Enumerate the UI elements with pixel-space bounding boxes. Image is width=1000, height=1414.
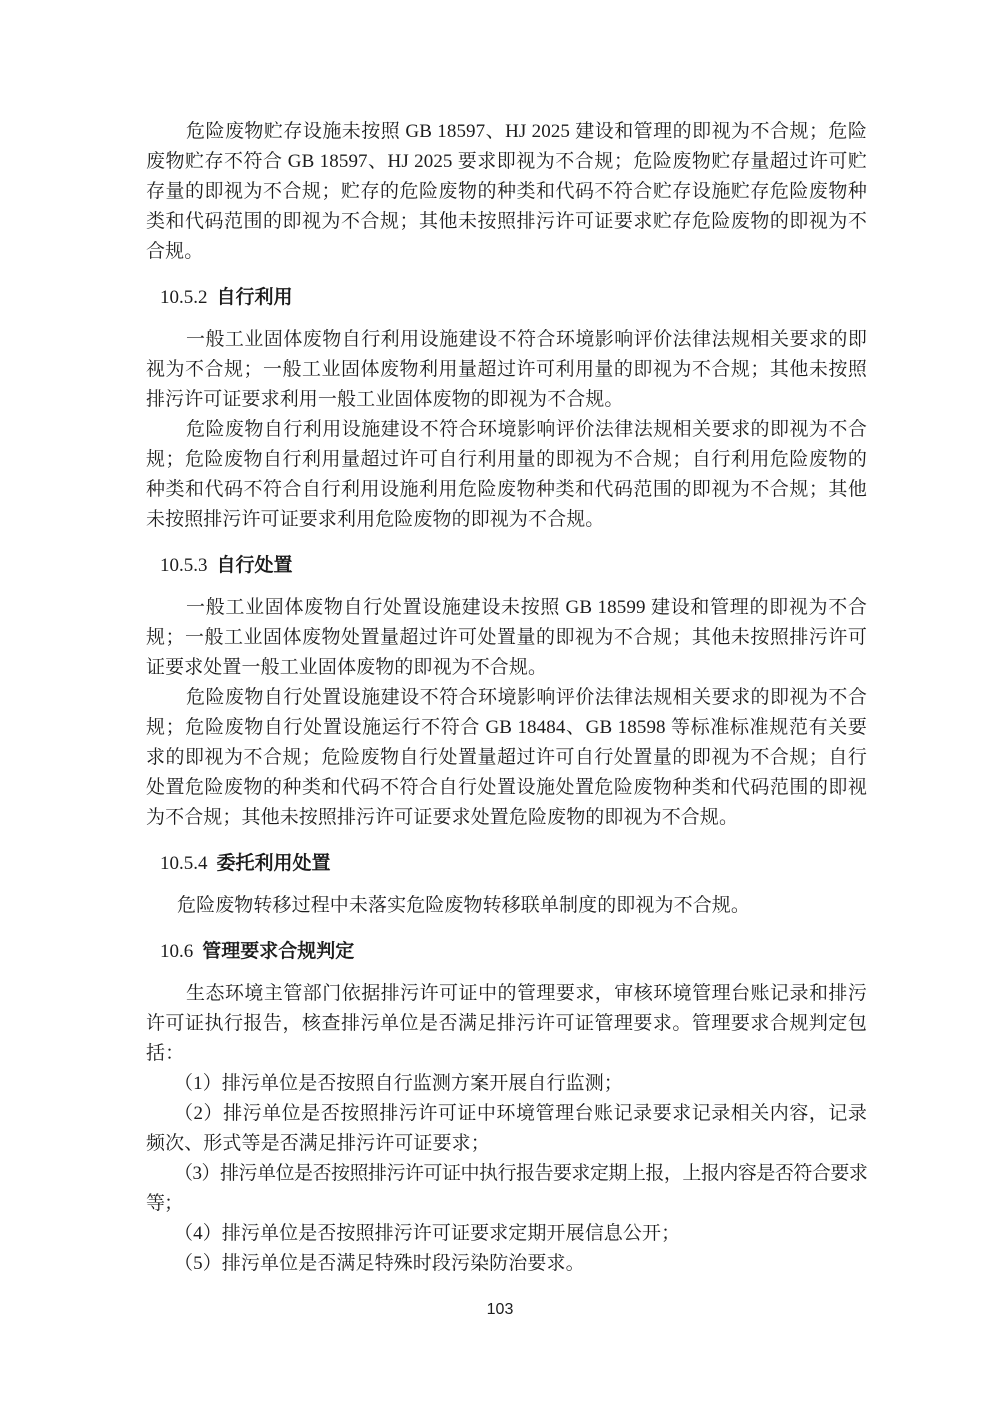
heading-number: 10.5.4 bbox=[160, 853, 208, 874]
section-heading-10-5-4 bbox=[146, 849, 867, 879]
heading-number: 10.5.3 bbox=[160, 555, 208, 576]
list-item-1: （1）排污单位是否按照自行监测方案开展自行监测； bbox=[174, 1073, 623, 1094]
list-item-2: （2）排污单位是否按照排污许可证中环境管理台账记录要求记录相关内容，记录频次、形式等是否满足排污许可证要求； bbox=[146, 1103, 867, 1154]
list-item-3: （3）排污单位是否按照排污许可证中执行报告要求定期上报，上报内容是否符合要求等； bbox=[146, 1163, 867, 1214]
heading-number: 10.6 bbox=[160, 941, 194, 962]
page-number: 103 bbox=[486, 1301, 514, 1318]
paragraph-general-solid-waste-disposal: 一般工业固体废物自行处置设施建设未按照 GB 18599 建设和管理的即视为不合规；一般工业固体废物处置量超过许可处置量的即视为不合规；其他未按照排污许可证要求处置一般工业固体废物的即视为不合规。 bbox=[146, 597, 867, 678]
heading-number: 10.5.2 bbox=[160, 287, 208, 308]
list-item-5: （5）排污单位是否满足特殊时段污染防治要求。 bbox=[174, 1253, 585, 1274]
list-item-4: （4）排污单位是否按照排污许可证要求定期开展信息公开； bbox=[174, 1223, 681, 1244]
paragraph-general-solid-waste-utilization: 一般工业固体废物自行利用设施建设不符合环境影响评价法律法规相关要求的即视为不合规；一般工业固体废物利用量超过许可利用量的即视为不合规；其他未按照排污许可证要求利用一般工业固体废物的即视为不合规。 bbox=[146, 329, 867, 410]
heading-title: 委托利用处置 bbox=[216, 853, 331, 874]
paragraph-waste-transfer-manifest: 危险废物转移过程中未落实危险废物转移联单制度的即视为不合规。 bbox=[177, 895, 751, 916]
heading-title: 管理要求合规判定 bbox=[202, 941, 355, 962]
section-heading-10-6 bbox=[146, 937, 867, 967]
paragraph-hazardous-waste-utilization: 危险废物自行利用设施建设不符合环境影响评价法律法规相关要求的即视为不合规；危险废物自行利用量超过许可自行利用量的即视为不合规；自行利用危险废物的种类和代码不符合自行利用设施利用危险废物种类和代码范围的即视为不合规；其他未按照排污许可证要求利用危险废物的即视为不合规。 bbox=[146, 419, 867, 530]
section-heading-10-5-3 bbox=[146, 551, 867, 581]
section-heading-10-5-2 bbox=[146, 283, 867, 313]
paragraph-management-requirement-intro: 生态环境主管部门依据排污许可证中的管理要求，审核环境管理台账记录和排污许可证执行报告，核查排污单位是否满足排污许可证管理要求。管理要求合规判定包括： bbox=[146, 983, 867, 1064]
paragraph-hazardous-waste-disposal: 危险废物自行处置设施建设不符合环境影响评价法律法规相关要求的即视为不合规；危险废物自行处置设施运行不符合 GB 18484、GB 18598 等标准标准规范有关要求的即视为不合规；危险废物自行处置量超过许可自行处置量的即视为不合规；自行处置危险废物的种类和代码不符合自行处置设施处置危险废物种类和代码范围的即视为不合规；其他未按照排污许可证要求处置危险废物的即视为不合规。 bbox=[146, 687, 867, 828]
heading-title: 自行处置 bbox=[216, 555, 293, 576]
paragraph-hazardous-waste-storage: 危险废物贮存设施未按照 GB 18597、HJ 2025 建设和管理的即视为不合规；危险废物贮存不符合 GB 18597、HJ 2025 要求即视为不合规；危险废物贮存量超过许可贮存量的即视为不合规；贮存的危险废物的种类和代码不符合贮存设施贮存危险废物种类和代码范围的即视为不合规；其他未按照排污许可证要求贮存危险废物的即视为不合规。 bbox=[146, 121, 867, 262]
heading-title: 自行利用 bbox=[216, 287, 293, 308]
